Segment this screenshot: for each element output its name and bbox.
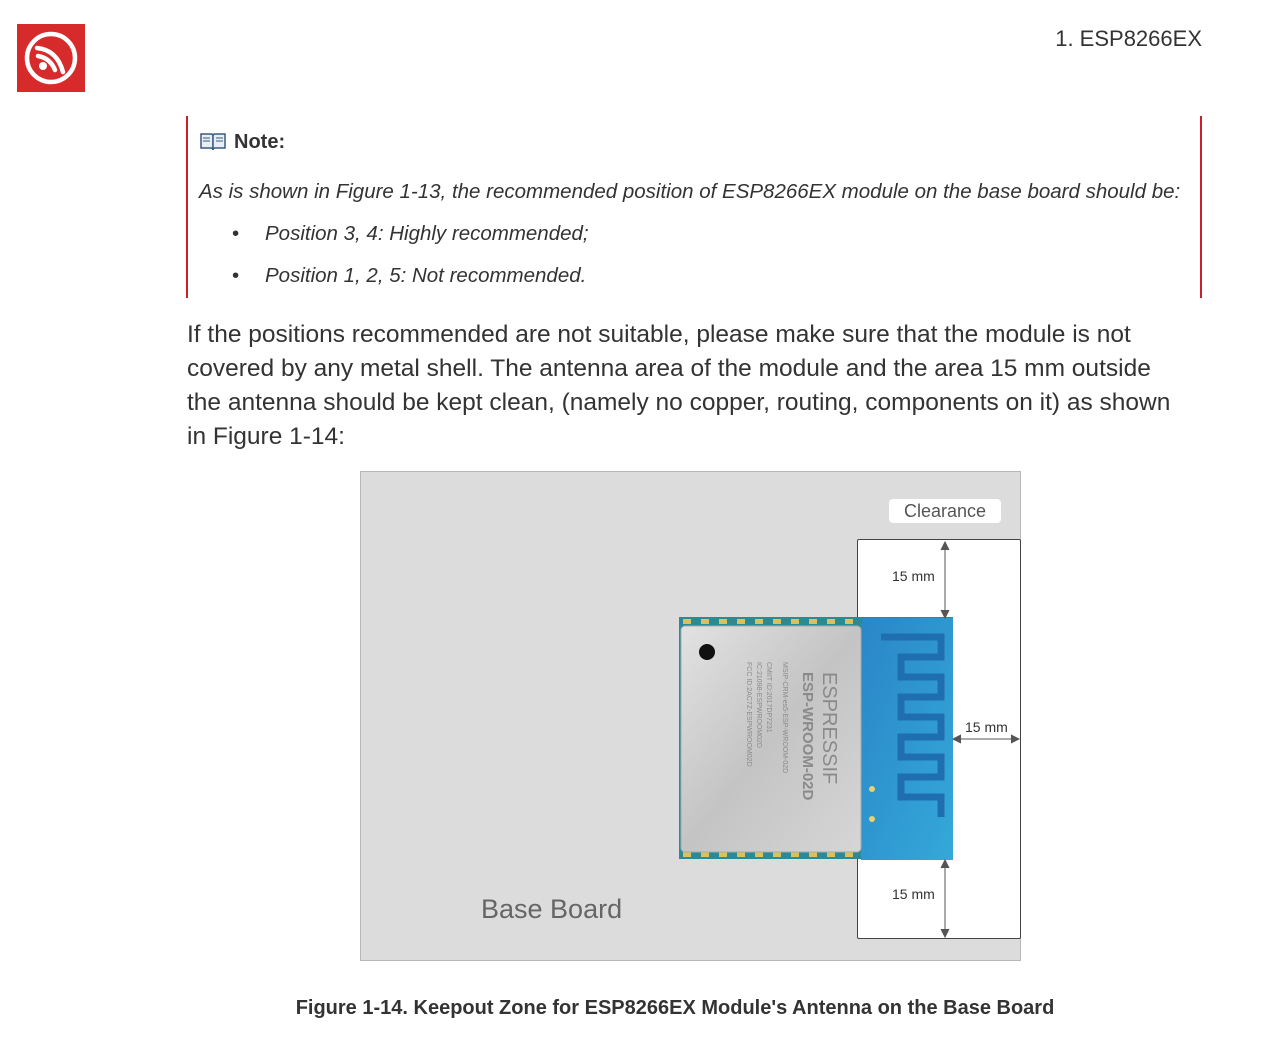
module-marking-text: CMIIT ID:2017DP7231 [765, 662, 772, 733]
keepout-figure [360, 471, 1021, 961]
module-model-text: ESP-WROOM-02D [799, 672, 816, 801]
module-marking-text: MSIP-CRM-es5-ESP-WROOM-02D [781, 662, 788, 774]
list-item-text: Position 3, 4: Highly recommended; [265, 222, 589, 245]
note-title-text: Note: [234, 131, 286, 153]
note-title [200, 131, 285, 154]
section-title: 1. ESP8266EX [1055, 26, 1202, 51]
base-board-label: Base Board [481, 894, 623, 924]
book-icon [200, 131, 226, 151]
dimension-bottom-label: 15 mm [892, 886, 935, 902]
body-paragraph [187, 318, 1207, 454]
figure-caption: Figure 1-14. Keepout Zone for ESP8266EX Module's Antenna on the Base Board [295, 997, 1055, 1019]
pin1-marker [699, 644, 715, 660]
paragraph-line: the antenna should be kept clean, (namely no copper, routing, components on it) as shown [187, 389, 1171, 416]
dimension-top-label: 15 mm [892, 568, 935, 584]
paragraph-line: If the positions recommended are not suitable, please make sure that the module is not [187, 321, 1131, 348]
module-brand-text: ESPRESSIF [818, 672, 840, 785]
paragraph-line: covered by any metal shell. The antenna area of the module and the area 15 mm outside [187, 355, 1151, 382]
note-box: Note: As is shown in Figure 1-13, the recommended position of ESP8266EX module on the base board should be: • Position 3, 4: Highly recommended; • Position 1, 2, 5: Not recommended. [186, 116, 1202, 298]
wifi-logo-icon [17, 24, 85, 92]
note-text: As is shown in Figure 1-13, the recommended position of ESP8266EX module on the base board should be: [199, 180, 1181, 203]
paragraph-line: in Figure 1-14: [187, 423, 345, 450]
espressif-logo [17, 24, 85, 92]
list-item-text: Position 1, 2, 5: Not recommended. [265, 264, 587, 287]
clearance-label: Clearance [889, 499, 1001, 523]
module-marking-text: FCC ID:2AC7Z-ESPWROOM02D [745, 662, 752, 767]
module-marking-text: IC:21098-ESPWROOM02D [755, 662, 762, 748]
dimension-right-label: 15 mm [965, 719, 1008, 735]
